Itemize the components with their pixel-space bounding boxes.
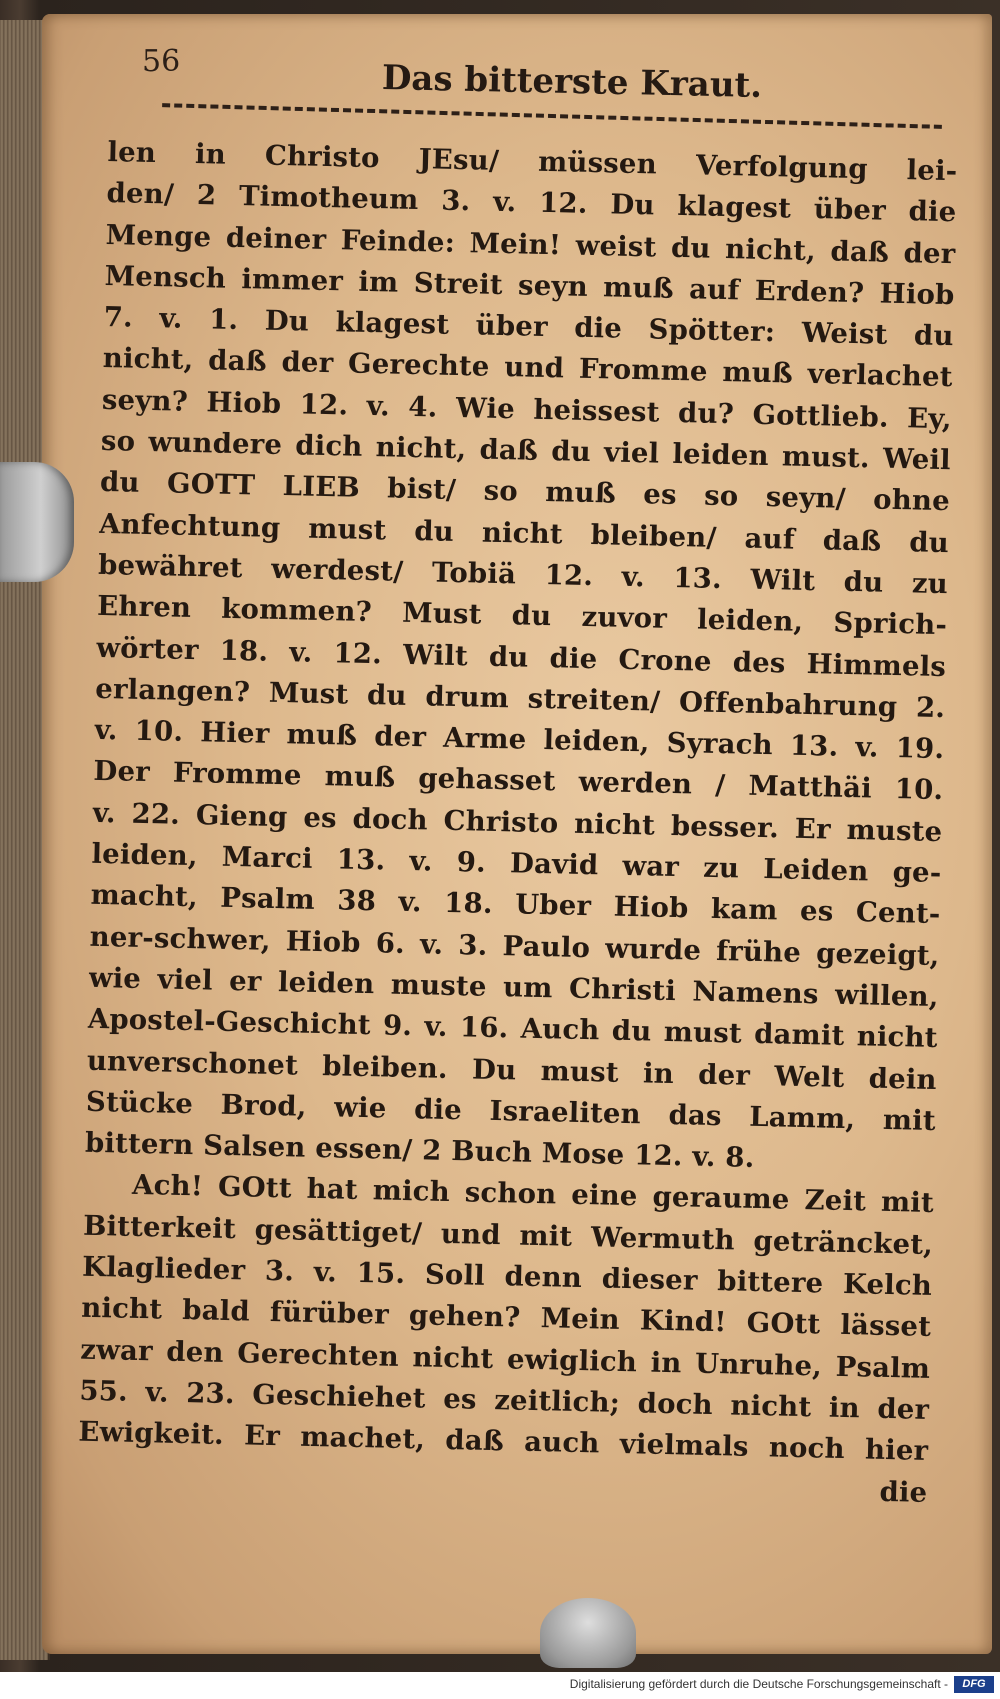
text-line: Ewigkeit. Er machet, daß auch vielmals noch hier [78,1415,929,1468]
text-line: 7. v. 1. Du klagest über die Spötter: Weist du [103,301,954,353]
text-line: wie viel er leiden muste um Christi Namens willen, [88,961,939,1013]
text-line: Ach! GOtt hat mich schon eine geraume Zeit mit [131,1169,935,1220]
text-line: bittern Salsen essen/ 2 Buch Mose 12. v. 8. [84,1126,755,1175]
text-line: 55. v. 23. Geschiehet es zeitlich; doch nicht in der [79,1374,930,1426]
text-line: unverschonet bleiben. Du must in der Welt dein [86,1044,938,1096]
text-line: Apostel-Geschicht 9. v. 16. Auch du must damit nicht [87,1003,939,1055]
text-line: Der Fromme muß gehasset werden / Matthäi 10. [93,755,944,807]
funding-credit: Digitalisierung gefördert durch die Deutsche Forschungsgemeinschaft - [569,1677,948,1691]
text-line: Anfechtung must du nicht bleiben/ auf daß du [98,507,950,559]
text-line: Menge deiner Feinde: Mein! weist du nicht, daß der [105,218,956,270]
text-line: Stücke Brod, wie die Israeliten das Lamm, mit [85,1085,937,1137]
header-rule [162,103,942,129]
text-line: v. 22. Gieng es doch Christo nicht besser. Er muste [92,796,943,848]
text-line: Klaglieder 3. v. 15. Soll denn dieser bittere Kelch [81,1250,933,1303]
text-line: du GOTT LIEB bist/ so muß es so seyn/ ohne [99,466,951,518]
text-line: so wundere dich nicht, daß du viel leiden must. Weil [100,425,952,477]
text-line: wörter 18. v. 12. Wilt du die Crone des Himmels [95,631,947,683]
text-line: nicht, daß der Gerechte und Fromme muß verlachet [102,342,954,394]
clasp-knob-image [540,1598,636,1668]
text-line: ner-schwer, Hiob 6. v. 3. Paulo wurde frühe gezeigt, [89,920,940,972]
text-line: zwar den Gerechten nicht ewiglich in Unruhe, Psalm [80,1333,931,1385]
text-line: seyn? Hiob 12. v. 4. Wie heissest du? Gottlieb. Ey, [101,383,953,435]
running-head: Das bitterste Kraut. [381,58,763,106]
text-line: nicht bald fürüber gehen? Mein Kind! GOtt lässet [80,1292,932,1344]
text-line: den/ 2 Timotheum 3. v. 12. Du klagest über die [106,177,957,229]
text-line: Mensch immer im Streit seyn muß auf Erden? Hiob [104,259,955,312]
clasp-image [0,462,74,582]
text-line: len in Christo JEsu/ müssen Verfolgung lei- [107,135,958,188]
dfg-logo: DFG [954,1676,994,1693]
text-line: Ehren kommen? Must du zuvor leiden, Sprich- [96,590,948,642]
text-line: Bitterkeit gesättiget/ und mit Wermuth geträncket, [82,1209,934,1261]
body-text [77,132,958,1514]
book-page [42,14,992,1654]
text-line: v. 10. Hier muß der Arme leiden, Syrach 13. v. 19. [94,714,945,766]
footer-bar [0,1672,1000,1699]
text-line: erlangen? Must du drum streiten/ Offenbahrung 2. [95,672,946,724]
page-number: 56 [142,44,181,79]
text-line: bewähret werdest/ Tobiä 12. v. 13. Wilt du zu [97,548,949,601]
text-line: macht, Psalm 38 v. 18. Uber Hiob kam es Cent- [90,879,941,931]
catchword: die [879,1475,928,1509]
text-line: leiden, Marci 13. v. 9. David war zu Leiden ge- [91,837,942,890]
